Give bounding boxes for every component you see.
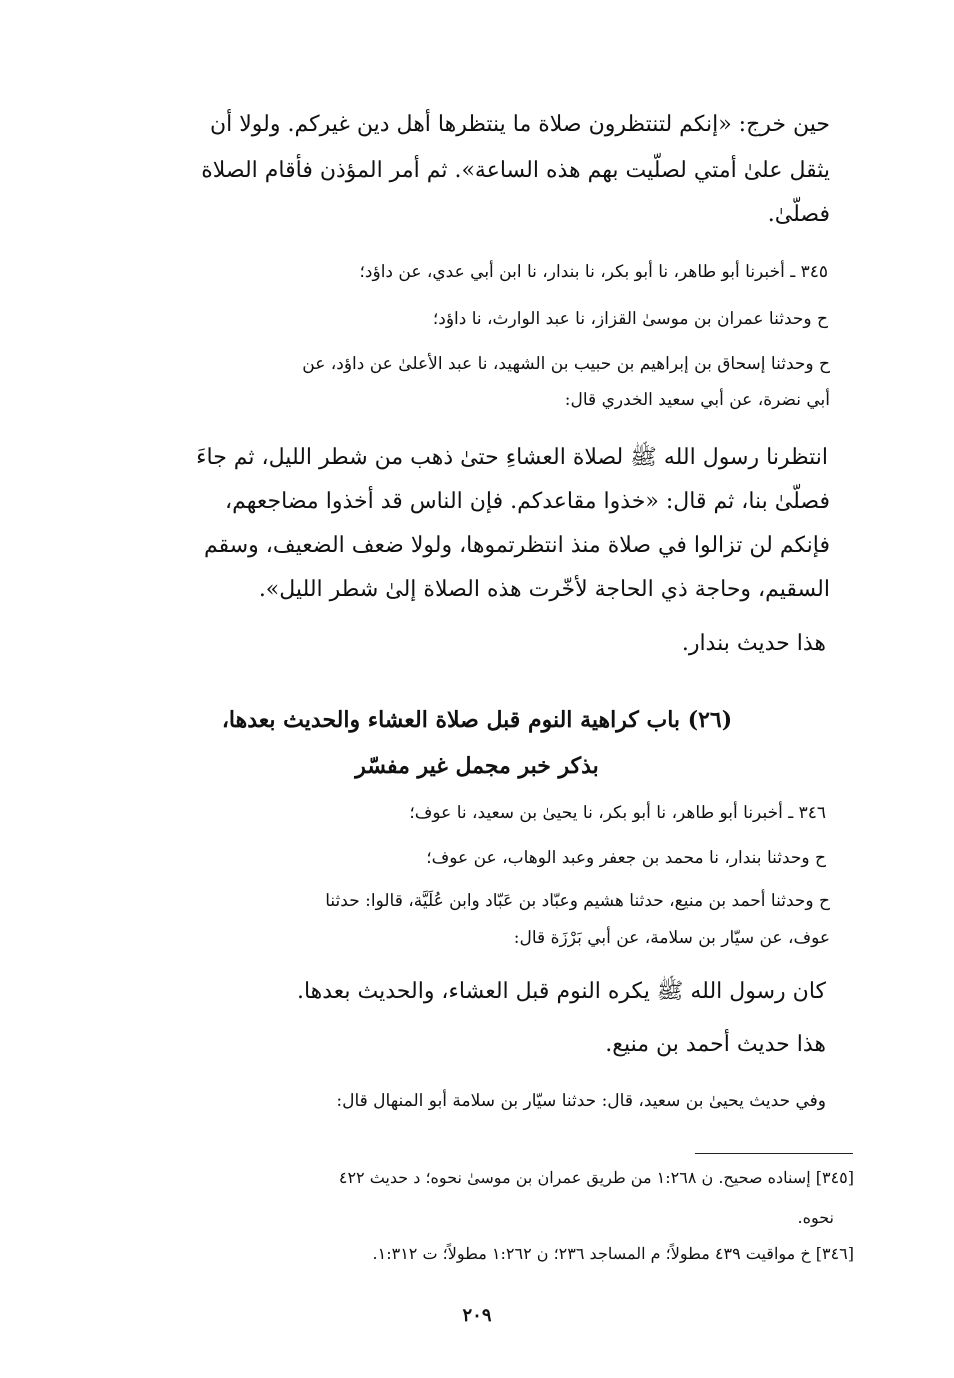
footnote-345: [٣٤٥] إسناده صحيح. ن ١:٢٦٨ من طريق عمران بن موسىٰ نحوه؛ د حديث ٤٢٢ [338,1168,854,1187]
hadith-345-chain-line: أبي نضرة، عن أبي سعيد الخدري قال: [564,390,830,410]
hadith-346-note: هذا حديث أحمد بن منيع. [605,1032,826,1057]
hadith-345-text-line: فإنكم لن تزالوا في صلاة منذ انتظرتموها، ولولا ضعف الضعيف، وسقم [203,533,830,558]
footnote-divider [695,1153,853,1154]
hadith-345-chain-line: ٣٤٥ ـ أخبرنا أبو طاهر، نا أبو بكر، نا بندار، نا ابن أبي عدي، عن داؤد؛ [359,262,828,282]
hadith-346-text: كان رسول الله ﷺ يكره النوم قبل العشاء، والحديث بعدها. [296,979,826,1004]
paragraph-line: يثقل علىٰ أمتي لصلّيت بهم هذه الساعة». ثم أمر المؤذن فأقام الصلاة [201,158,830,183]
hadith-345-note: هذا حديث بندار. [681,631,826,656]
paragraph-line: حين خرج: «إنكم لتنتظرون صلاة ما ينتظرها أهل دين غيركم. ولولا أن [210,112,830,137]
hadith-346-chain-line: ح وحدثنا بندار، نا محمد بن جعفر وعبد الوهاب، عن عوف؛ [426,848,826,868]
hadith-346-extra: وفي حديث يحيىٰ بن سعيد، قال: حدثنا سيّار بن سلامة أبو المنهال قال: [336,1091,826,1111]
hadith-345-text-line: انتظرنا رسول الله ﷺ لصلاة العشاءِ حتىٰ ذهب من شطر الليل، ثم جاءَ [196,445,828,470]
chapter-heading-line-2: بذكر خبر مجمل غير مفسّر [355,753,599,779]
hadith-346-chain-line: ح وحدثنا أحمد بن منيع، حدثنا هشيم وعبّاد بن عَبّاد وابن عُلَيَّة، قالوا: حدثنا [325,891,830,911]
hadith-345-text-line: فصلّىٰ بنا، ثم قال: «خذوا مقاعدكم. فإن الناس قد أخذوا مضاجعهم، [225,489,830,514]
hadith-345-text-line: السقيم، وحاجة ذي الحاجة لأخّرت هذه الصلاة إلىٰ شطر الليل». [258,577,830,602]
paragraph-line: فصلّىٰ. [767,202,830,227]
hadith-345-chain-line: ح وحدثنا إسحاق بن إبراهيم بن حبيب بن الشهيد، نا عبد الأعلىٰ عن داؤد، عن [302,354,830,374]
hadith-346-chain-line: ٣٤٦ ـ أخبرنا أبو طاهر، نا أبو بكر، نا يحيىٰ بن سعيد، نا عوف؛ [409,803,826,823]
page-number: ٢٠٩ [462,1305,492,1326]
footnote-345-continuation: نحوه. [797,1208,834,1227]
chapter-heading-line-1: (٢٦) باب كراهية النوم قبل صلاة العشاء والحديث بعدها، [221,707,733,733]
hadith-346-chain-line: عوف، عن سيّار بن سلامة، عن أبي بَرْزَة قال: [513,928,830,948]
hadith-345-chain-line: ح وحدثنا عمران بن موسىٰ القزاز، نا عبد الوارث، نا داؤد؛ [432,309,828,329]
footnote-346: [٣٤٦] خ مواقيت ٤٣٩ مطولاً؛ م المساجد ٢٣٦؛ ن ١:٢٦٢ مطولاً؛ ت ١:٣١٢. [372,1244,854,1263]
